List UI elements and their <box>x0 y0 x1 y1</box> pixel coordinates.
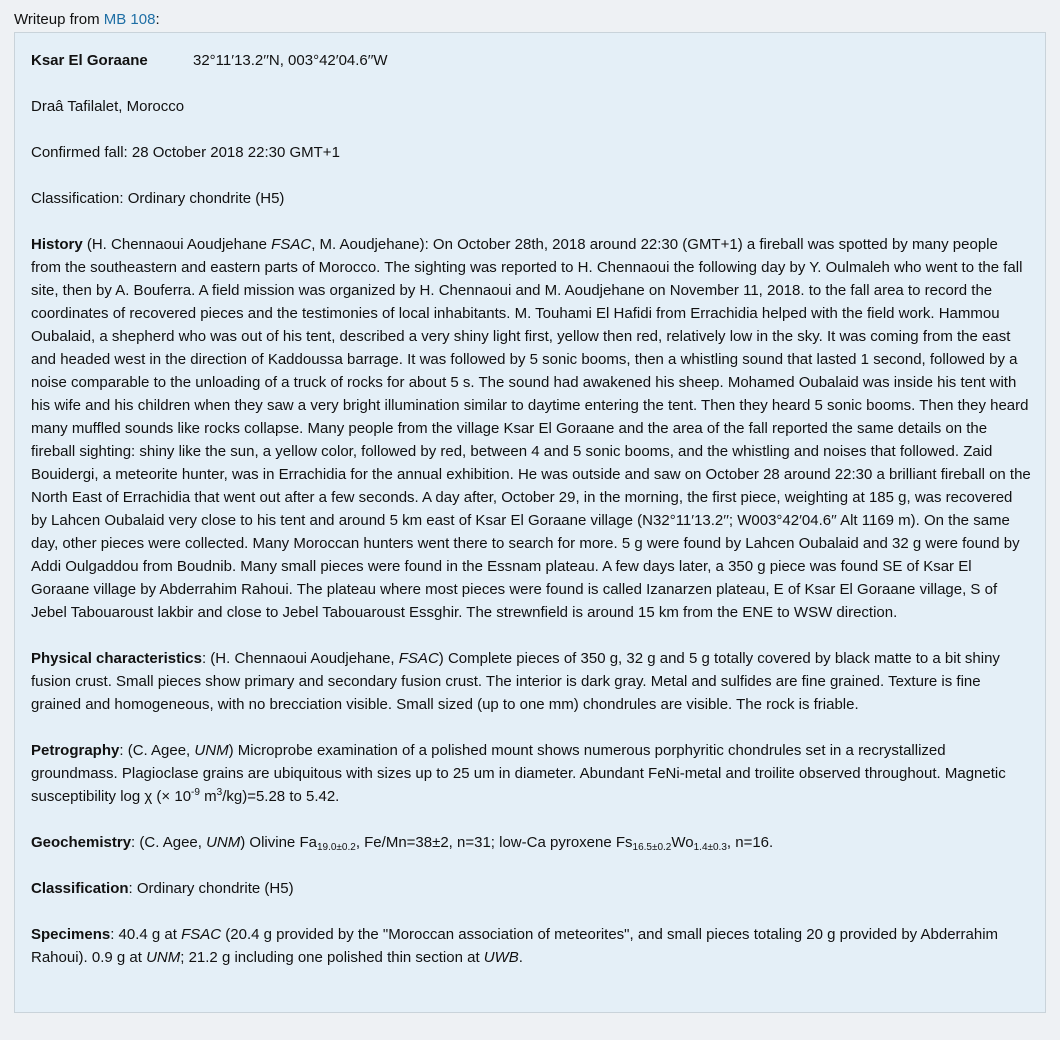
heading-prefix: Writeup from <box>14 11 104 28</box>
petrography-unit-b: /kg)=5.28 to 5.42. <box>222 788 340 805</box>
geochemistry-lead: : (C. Agee, <box>131 834 207 851</box>
specimens-institution-2: UNM <box>146 949 181 966</box>
petrography-unit-exponent: 3 <box>216 787 223 798</box>
history-section <box>31 233 1031 624</box>
specimens-institution-3: UWB <box>483 949 519 966</box>
geochemistry-wo-subscript: 1.4±0.3 <box>693 842 727 853</box>
geochemistry-section <box>31 831 1031 854</box>
geochemistry-tail: , n=16. <box>726 834 774 851</box>
geochemistry-fa-subscript: 19.0±0.2 <box>316 842 356 853</box>
specimens-text-2: (20.4 g provided by the "Moroccan association of meteorites", and small pieces totaling 20 g provided by Abderrahim Rahoui). 0.9 g at <box>31 926 999 966</box>
specimens-label: Specimens <box>31 926 111 943</box>
petrography-lead: : (C. Agee, <box>119 742 195 759</box>
location: Draâ Tafilalet, Morocco <box>31 98 185 115</box>
geochemistry-olivine: ) Olivine Fa <box>240 834 317 851</box>
physical-label: Physical characteristics <box>31 650 202 667</box>
fall-date: Confirmed fall: 28 October 2018 22:30 GMT+1 <box>31 144 340 161</box>
specimens-section <box>31 923 1031 969</box>
classification-section <box>31 877 1031 900</box>
specimens-text-4: . <box>518 949 523 966</box>
history-label: History <box>31 236 83 253</box>
coordinates: 32°11′13.2′′N, 003°42′04.6′′W <box>193 52 388 69</box>
petrography-section <box>31 739 1031 808</box>
petrography-exponent: -9 <box>191 787 200 798</box>
writeup-heading <box>14 10 160 30</box>
physical-institution: FSAC <box>398 650 439 667</box>
geochemistry-label: Geochemistry <box>31 834 132 851</box>
source-link[interactable]: MB 108 <box>103 11 156 28</box>
meteorite-name: Ksar El Goraane <box>31 52 148 69</box>
classification-label: Classification <box>31 880 129 897</box>
entry-title-line <box>31 49 1031 72</box>
specimens-text-3: ; 21.2 g including one polished thin section at <box>180 949 484 966</box>
petrography-label: Petrography <box>31 742 120 759</box>
history-authors: (H. Chennaoui Aoudjehane <box>82 236 272 253</box>
specimens-institution-1: FSAC <box>181 926 222 943</box>
geochemistry-pyroxene: , Fe/Mn=38±2, n=31; low-Ca pyroxene Fs <box>355 834 633 851</box>
heading-suffix: : <box>155 11 160 28</box>
petrography-unit-a: m <box>199 788 217 805</box>
geochemistry-fs-subscript: 16.5±0.2 <box>632 842 672 853</box>
geochemistry-institution: UNM <box>206 834 241 851</box>
classification-text: : Ordinary chondrite (H5) <box>128 880 294 897</box>
classification-summary: Classification: Ordinary chondrite (H5) <box>31 190 285 207</box>
history-institution: FSAC <box>271 236 312 253</box>
physical-text: ) Complete pieces of 350 g, 32 g and 5 g totally covered by black matte to a bit shiny fusion crust. Small pieces show primary and secondary fusion crust. The interior is dark gray. Metal and sulfides are fine grained. Texture is fine grained and homogeneous, with no brecciation visible. Small sized (up to one mm) chondrules are visible. The rock is friable. <box>31 650 1000 713</box>
history-text: , M. Aoudjehane): On October 28th, 2018 around 22:30 (GMT+1) a fireball was spotted by many people from the southeastern and eastern parts of Morocco. The sighting was reported to H. Chennaoui the following day by Y. Oulmaleh who went to the fall site, then by A. Bouferra. A field mission was organized by H. Chennaoui and M. Aoudjehane on November 11, 2018. to the fall area to record the coordinates of recovered pieces and the testimonies of local inhabitants. M. Touhami El Hafidi from Errachidia helped with the field work. Hammou Oubalaid, a shepherd who was out of his tent, described a very shiny light first, yellow then red, relatively low in the sky. It was coming from the east and headed west in the direction of Kaddoussa barrage. It was followed by 5 sonic booms, then a whistling sound that lasted 1 second, followed by a noise comparable to the unloading of a truck of rocks for about 5 s. The sound had awakened his sheep. Mohamed Oubalaid was inside his tent with his wife and his children when they saw a very bright illumination similar to daytime entering the tent. Then they heard 5 sonic booms. Then they heard many muffled sounds like rocks collapse. Many people from the village Ksar El Goraane and the area of the fall reported the same details on the fireball sighting: shiny like the sun, a yellow color, followed by red, between 4 and 5 sonic booms, and the whistling and noises that followed. Zaid Bouidergi, a meteorite hunter, was in Errachidia for the annual exhibition. He was outside and saw on October 28 around 22:30 a brilliant fireball on the North East of Errachidia that went out after a few seconds. A day after, October 29, in the morning, the first piece, weighting at 185 g, was recovered by Lahcen Oubalaid very close to his tent and around 5 km east of Ksar El Goraane village (N32°11′13.2′′; W003°42′04.6′′ Alt 1169 m). On the same day, other pieces were collected. Many Moroccan hunters went there to search for more. 5 g were found by Lahcen Oubalaid and 32 g were found by Addi Oulgaddou from Boudnib. Many small pieces were found in the Essnam plateau. A few days later, a 350 g piece was found SE of Ksar El Goraane village by Abderrahim Rahoui. The plateau where most pieces were found is called Izanarzen plateau, E of Ksar El Goraane village, S of Jebel Tabouaroust lakbir and close to Jebel Tabouaroust Essghir. The strewnfield is around 15 km from the ENE to WSW direction. <box>31 236 1031 621</box>
physical-lead: : (H. Chennaoui Aoudjehane, <box>201 650 399 667</box>
geochemistry-wo: Wo <box>671 834 694 851</box>
physical-section <box>31 647 1031 716</box>
writeup-panel <box>14 32 1046 1013</box>
petrography-text: ) Microprobe examination of a polished mount shows numerous porphyritic chondrules set in a recrystallized groundmass. Plagioclase grains are ubiquitous with sizes up to 25 um in diameter. Abundant FeNi-metal and troilite observed throughout. Magnetic susceptibility log χ (× 10 <box>31 742 1006 805</box>
petrography-institution: UNM <box>194 742 229 759</box>
specimens-text-1: : 40.4 g at <box>110 926 182 943</box>
